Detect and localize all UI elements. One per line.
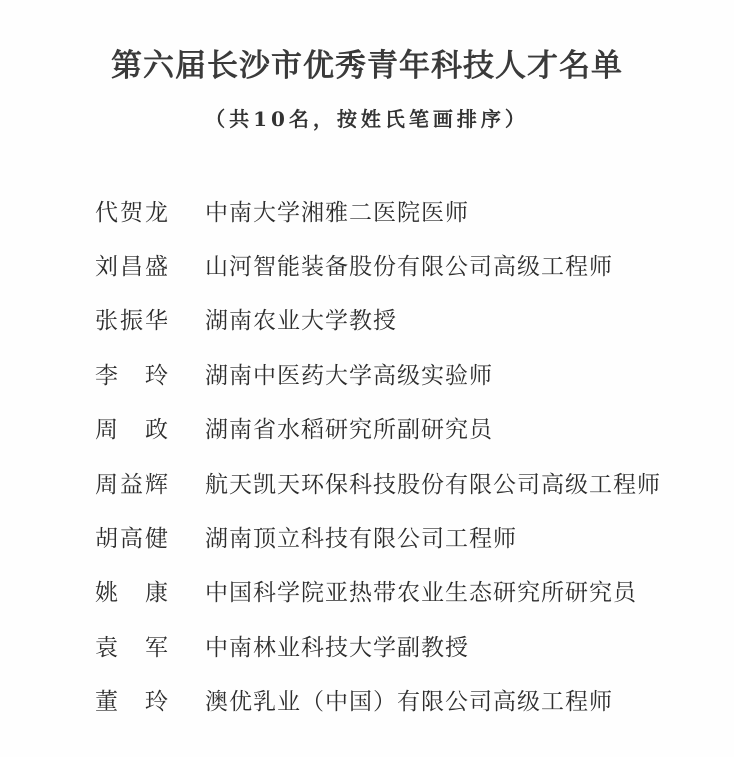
- list-item: [95, 183, 715, 237]
- list-item: [95, 509, 715, 563]
- entry-name: 刘昌盛: [95, 254, 170, 281]
- list-item: [95, 455, 715, 509]
- document-title: 第六届长沙市优秀青年科技人才名单: [111, 48, 623, 84]
- entry-affiliation: 航天凯天环保科技股份有限公司高级工程师: [205, 471, 661, 498]
- list-item: [95, 401, 715, 455]
- list-item: [95, 618, 715, 672]
- entry-affiliation: 澳优乳业（中国）有限公司高级工程师: [205, 689, 613, 716]
- entry-name: 代贺龙: [95, 199, 170, 226]
- document-subtitle: （共10名，按姓氏笔画排序）: [205, 107, 529, 131]
- entry-name: 李 玲: [95, 362, 170, 389]
- entry-name: 张振华: [95, 308, 170, 335]
- entry-name: 周益辉: [95, 471, 170, 498]
- entry-name: 周 政: [95, 417, 170, 444]
- entry-name: 姚 康: [95, 580, 170, 607]
- entry-affiliation: 湖南省水稻研究所副研究员: [205, 417, 493, 444]
- entry-name: 董 玲: [95, 689, 170, 716]
- entry-affiliation: 中南林业科技大学副教授: [205, 634, 469, 661]
- entry-affiliation: 山河智能装备股份有限公司高级工程师: [205, 254, 613, 281]
- entry-affiliation: 湖南顶立科技有限公司工程师: [205, 526, 517, 553]
- entry-name: 袁 军: [95, 634, 170, 661]
- entry-affiliation: 中南大学湘雅二医院医师: [205, 199, 469, 226]
- entry-affiliation: 湖南中医药大学高级实验师: [205, 362, 493, 389]
- list-item: [95, 292, 715, 346]
- entry-affiliation: 湖南农业大学教授: [205, 308, 397, 335]
- list-item: [95, 673, 715, 727]
- entry-affiliation: 中国科学院亚热带农业生态研究所研究员: [205, 580, 637, 607]
- name-list: [95, 183, 715, 727]
- list-item: [95, 237, 715, 291]
- entry-name: 胡高健: [95, 526, 170, 553]
- list-item: [95, 346, 715, 400]
- list-item: [95, 564, 715, 618]
